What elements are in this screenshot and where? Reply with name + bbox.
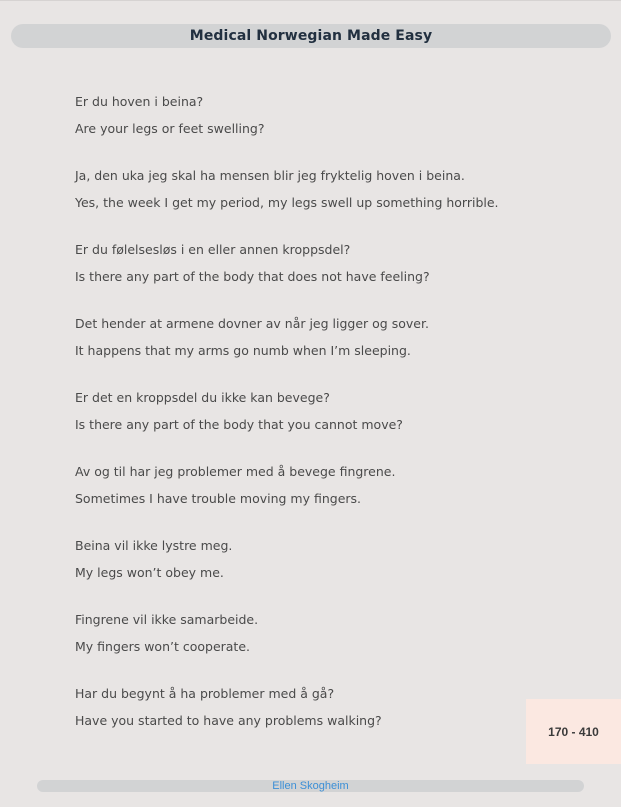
norwegian-phrase: Det hender at armene dovner av når jeg ligger og sover. [75, 316, 429, 331]
english-translation: It happens that my arms go numb when I’m sleeping. [75, 343, 411, 358]
phrase-pair [75, 162, 545, 236]
author-link[interactable]: Ellen Skogheim [272, 780, 349, 792]
phrase-pair [75, 680, 545, 754]
phrase-pair [75, 310, 545, 384]
english-translation: My fingers won’t cooperate. [75, 639, 250, 654]
phrase-list [75, 88, 545, 754]
phrase-pair [75, 532, 545, 606]
english-translation: Are your legs or feet swelling? [75, 121, 265, 136]
norwegian-phrase: Er du hoven i beina? [75, 94, 204, 109]
norwegian-phrase: Beina vil ikke lystre meg. [75, 538, 233, 553]
english-translation: Have you started to have any problems walking? [75, 713, 382, 728]
english-translation: Sometimes I have trouble moving my fingers. [75, 491, 362, 506]
norwegian-phrase: Fingrene vil ikke samarbeide. [75, 612, 259, 627]
book-title: Medical Norwegian Made Easy [189, 28, 433, 44]
norwegian-phrase: Er du følelsesløs i en eller annen kroppsdel? [75, 242, 351, 257]
footer-bar [37, 780, 584, 792]
page-number: 170 - 410 [548, 724, 599, 739]
norwegian-phrase: Har du begynt å ha problemer med å gå? [75, 686, 335, 701]
phrase-pair [75, 458, 545, 532]
phrase-pair [75, 236, 545, 310]
phrase-pair [75, 88, 545, 162]
norwegian-phrase: Ja, den uka jeg skal ha mensen blir jeg fryktelig hoven i beina. [75, 168, 465, 183]
norwegian-phrase: Av og til har jeg problemer med å bevege fingrene. [75, 464, 396, 479]
phrase-pair [75, 606, 545, 680]
page-number-box [526, 699, 621, 764]
english-translation: Is there any part of the body that you cannot move? [75, 417, 403, 432]
phrase-pair [75, 384, 545, 458]
header-bar [11, 24, 611, 48]
english-translation: My legs won’t obey me. [75, 565, 224, 580]
top-divider [0, 0, 621, 1]
english-translation: Is there any part of the body that does not have feeling? [75, 269, 430, 284]
norwegian-phrase: Er det en kroppsdel du ikke kan bevege? [75, 390, 330, 405]
english-translation: Yes, the week I get my period, my legs swell up something horrible. [75, 195, 499, 210]
